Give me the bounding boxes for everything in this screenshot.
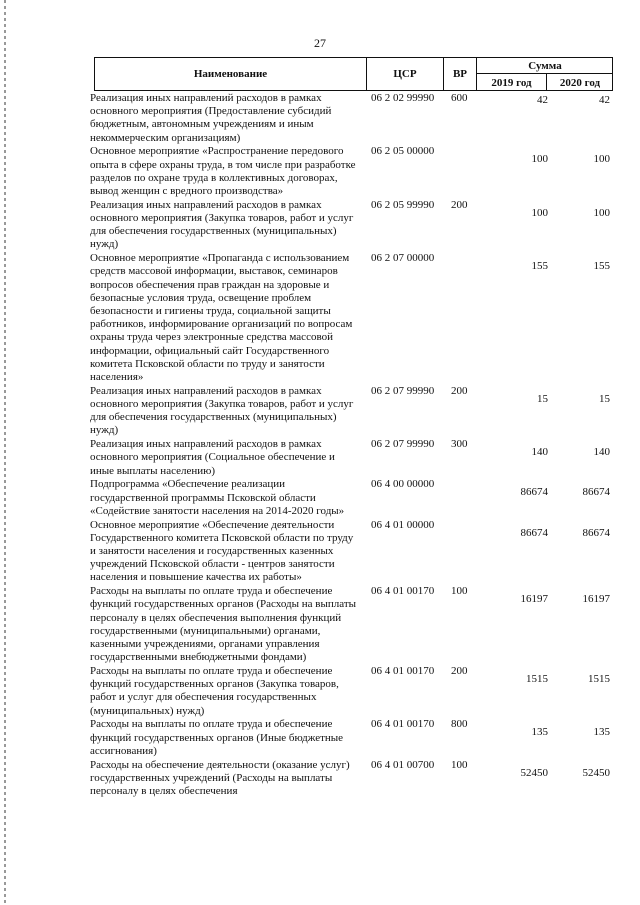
table-row (90, 585, 616, 664)
header-year-2020: 2020 год (559, 76, 601, 89)
row-csr: 06 4 01 00170 (371, 585, 435, 598)
row-sum-2019: 86674 (520, 486, 548, 499)
row-csr: 06 4 01 00000 (371, 518, 435, 531)
table-header (94, 57, 613, 91)
header-sum: Сумма (477, 58, 613, 74)
table-row (90, 92, 616, 145)
table-row (90, 478, 616, 518)
row-sum-2020: 86674 (582, 486, 610, 499)
row-vr: 200 (451, 665, 468, 678)
row-sum-2019: 16197 (520, 593, 548, 606)
header-vr: ВР (444, 58, 477, 90)
table-row (90, 385, 616, 438)
row-csr: 06 4 01 00170 (371, 665, 435, 678)
table-body (90, 92, 616, 799)
row-vr: 800 (451, 718, 468, 731)
row-name: Реализация иных направлений расходов в рамках основного мероприятия (Предоставление субсидий бюджетным, автономным учреждениям и иным некоммерческим организациям) (90, 92, 332, 144)
row-name: Расходы на обеспечение деятельности (оказание услуг) государственных учреждений (Расходы на выплаты персоналу в целях обеспечения (90, 758, 350, 798)
row-sum-2020: 155 (593, 260, 610, 273)
row-sum-2019: 52450 (520, 766, 548, 779)
row-vr: 100 (451, 585, 468, 598)
row-sum-2020: 140 (593, 446, 610, 459)
row-name: Основное мероприятие «Распространение передового опыта в сфере охраны труда, в том числе при разработке разделов по охране труда в коллективных договорах, вывод женщин с вредного производства» (90, 145, 356, 198)
row-sum-2019: 140 (531, 446, 548, 459)
table-row (90, 438, 616, 478)
table-row (90, 252, 616, 384)
row-sum-2020: 86674 (582, 526, 610, 539)
row-name: Реализация иных направлений расходов в рамках основного мероприятия (Закупка товаров, работ и услуг для обеспечения государственных (муниципальных) нужд) (90, 198, 354, 251)
row-sum-2020: 42 (599, 94, 610, 106)
row-csr: 06 4 00 00000 (371, 478, 435, 491)
row-csr: 06 2 07 00000 (371, 252, 435, 265)
row-csr: 06 2 05 00000 (371, 145, 435, 158)
row-sum-2020: 100 (593, 153, 610, 166)
table-row (90, 145, 616, 198)
row-sum-2019: 1515 (526, 673, 548, 686)
table-row (90, 199, 616, 252)
row-vr: 200 (451, 384, 468, 397)
scan-edge-line (4, 0, 6, 905)
table-row (90, 665, 616, 718)
header-csr: ЦСР (367, 58, 444, 90)
row-csr: 06 2 02 99990 (371, 92, 435, 104)
row-sum-2020: 52450 (582, 766, 610, 779)
row-name: Реализация иных направлений расходов в рамках основного мероприятия (Социальное обеспечение и иные выплаты населению) (90, 438, 335, 477)
row-name: Расходы на выплаты по оплате труда и обеспечение функций государственных органов (Закупка товаров, работ и услуг для обеспечения государственных (муниципальных) нужд) (90, 665, 339, 717)
header-year-2019: 2019 год (477, 74, 547, 91)
row-name: Основное мероприятие «Пропаганда с использованием средств массовой информации, выставок, семинаров вопросов обеспечения прав граждан на здоровые и безопасные условия труда, освещение проблем безопасности и гигиены труда, социальной защиты работников, информирование организаций по вопросам охраны труда через электронные средства массовой информации, официальный сайт Государственного комитета Псковской области по труду и занятости населения» (90, 252, 353, 384)
row-vr: 600 (451, 92, 468, 104)
row-sum-2019: 42 (537, 94, 548, 106)
table-row (90, 718, 616, 758)
row-sum-2019: 15 (537, 392, 548, 405)
header-name: Наименование (95, 58, 367, 90)
row-name: Расходы на выплаты по оплате труда и обеспечение функций государственных органов (Иные бюджетные ассигнования) (90, 718, 344, 757)
row-sum-2019: 86674 (520, 526, 548, 539)
row-sum-2020: 135 (593, 726, 610, 739)
row-sum-2019: 135 (531, 726, 548, 739)
page-number: 27 (314, 36, 326, 50)
row-name: Реализация иных направлений расходов в рамках основного мероприятия (Закупка товаров, работ и услуг для обеспечения государственных (муниципальных) нужд) (90, 384, 354, 437)
table-row (90, 519, 616, 585)
row-sum-2019: 100 (531, 206, 548, 219)
row-name: Основное мероприятие «Обеспечение деятельности Государственного комитета Псковской области по труду и занятости населения и государственных казенных учреждений Псковской области - центров занятости населения и повышение качества их работы» (90, 518, 354, 584)
row-sum-2019: 100 (531, 153, 548, 166)
row-csr: 06 2 05 99990 (371, 198, 435, 211)
row-csr: 06 4 01 00700 (371, 758, 435, 771)
table-row (90, 759, 616, 799)
row-sum-2020: 16197 (582, 593, 610, 606)
row-sum-2020: 1515 (588, 673, 610, 686)
row-vr: 300 (451, 438, 468, 451)
row-vr: 200 (451, 198, 468, 211)
row-csr: 06 4 01 00170 (371, 718, 435, 731)
row-name: Расходы на выплаты по оплате труда и обеспечение функций государственных органов (Расходы на выплаты персоналу в целях обеспечения выполнения функций государственными (муниципальными) органами, казенными учреждениями, органами управления государственными внебюджетными фондами) (90, 585, 357, 664)
row-sum-2019: 155 (531, 260, 548, 273)
row-csr: 06 2 07 99990 (371, 438, 435, 451)
row-name: Подпрограмма «Обеспечение реализации государственной программы Псковской области «Содействие занятости населения на 2014-2020 годы» (90, 478, 345, 517)
row-sum-2020: 100 (593, 206, 610, 219)
row-csr: 06 2 07 99990 (371, 384, 435, 397)
row-sum-2020: 15 (599, 392, 610, 405)
row-vr: 100 (451, 758, 468, 771)
